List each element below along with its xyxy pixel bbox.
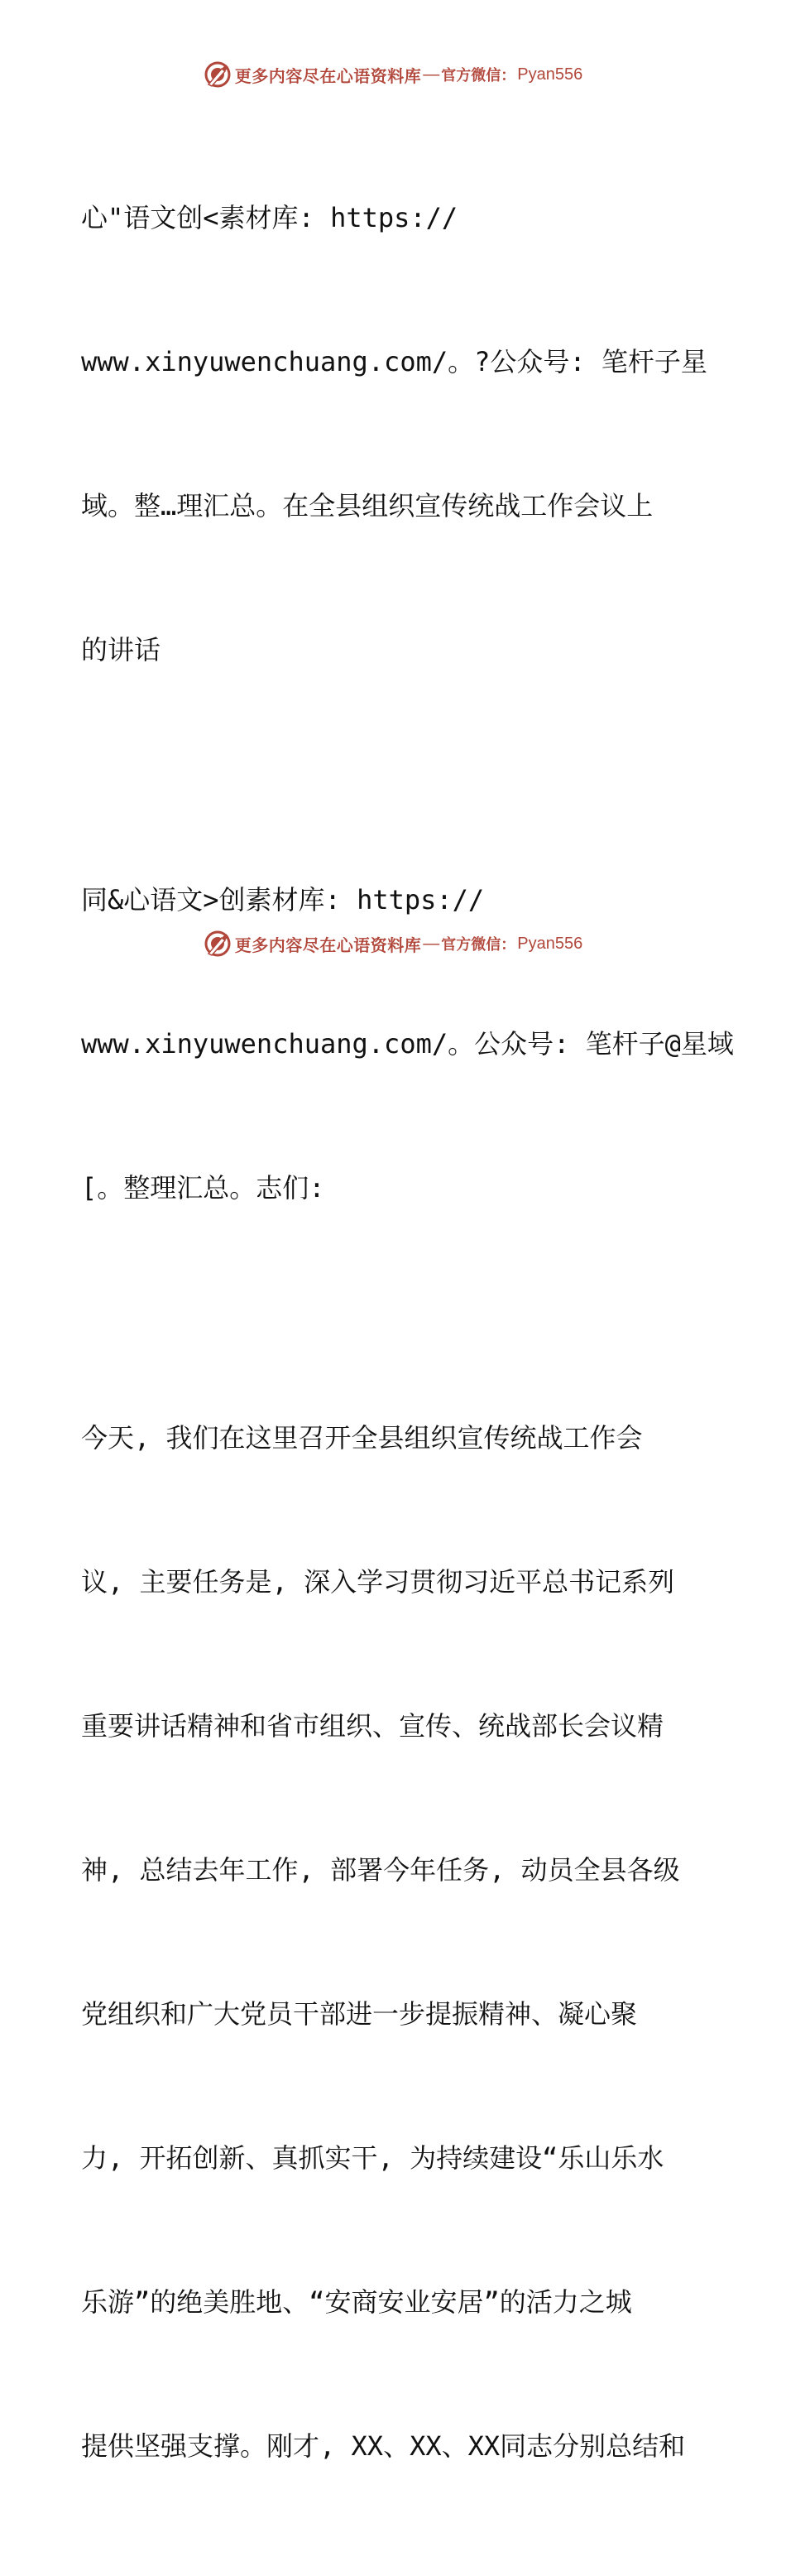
document-body [81,98,743,2576]
banner-wechat-label: 官方微信： [441,67,516,84]
footer-banner [0,927,786,960]
banner-wechat-id: Pyan556 [517,934,583,953]
header-banner [0,58,786,91]
text-line: 今天, 我们在这里召开全县组织宣传统战工作会 [81,1422,643,1454]
text-line: www.xinyuwenchuang.com/。公众号: 笔杆子@星域 [81,1028,734,1060]
banner-slogan: 更多内容尽在心语资料库 [234,935,422,955]
banner-wechat-id: Pyan556 [517,65,583,84]
banner-dash: — [423,65,440,84]
text-line: 乐游”的绝美胜地、“安商安业安居”的活力之城 [81,2286,632,2318]
text-line: 同&心语文>创素材库: https:// [81,884,485,916]
text-line: [。整理汇总。志们: [81,1172,325,1204]
text-line: 力, 开拓创新、真抓实干, 为持续建设“乐山乐水 [81,2142,664,2174]
text-line: 提供坚强支撑。刚才, XX、XX、XX同志分别总结和 [81,2430,686,2462]
banner-wechat-label: 官方微信： [441,936,516,954]
text-line: 心"语文创<素材库: https:// [81,202,458,233]
banner-slogan: 更多内容尽在心语资料库 [234,65,422,86]
text-line: 议, 主要任务是, 深入学习贯彻习近平总书记系列 [81,1566,675,1598]
pen-logo-icon [204,60,232,89]
paragraph-speech-body [81,1318,743,2566]
text-line: 神, 总结去年工作, 部署今年任务, 动员全县各级 [81,1854,680,1886]
text-line: 域。整…理汇总。在全县组织宣传统战工作会议上 [81,490,654,521]
paragraph-source-title [81,98,743,770]
text-line: 重要讲话精神和省市组织、宣传、统战部长会议精 [81,1710,664,1742]
paragraph-source-greeting [81,780,743,1308]
text-line: www.xinyuwenchuang.com/。?公众号: 笔杆子星 [81,346,707,377]
banner-dash: — [423,934,440,953]
text-line: 的讲话 [81,634,161,666]
text-line: 党组织和广大党员干部进一步提振精神、凝心聚 [81,1998,638,2030]
pen-logo-icon [204,930,232,958]
